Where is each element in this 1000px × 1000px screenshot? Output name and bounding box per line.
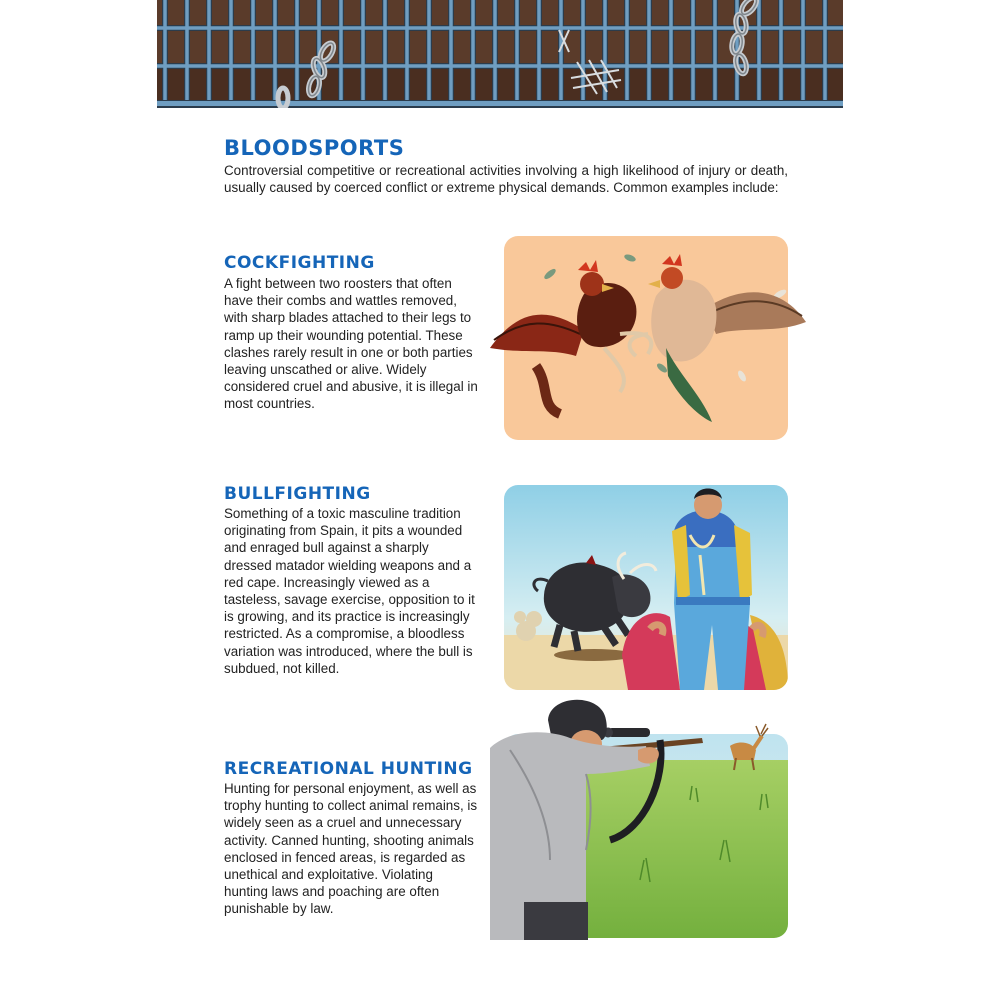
hunting-text: Hunting for personal enjoyment, as well as trophy hunting to collect animal remains, is widely seen as a cruel and unnecessary activity. Canned hunting, shooting animals enclosed in fenced areas, is regarded as unethical and exploitative. Violating hunting laws and poaching are often punishable by law.	[224, 781, 478, 917]
bullfight-illustration	[504, 485, 788, 690]
cockfighting-heading: COCKFIGHTING	[224, 253, 375, 273]
bullfighting-text: Something of a toxic masculine tradition originating from Spain, it pits a wounded and enraged bull against a sharply dressed matador wielding weapons and a red cape. Increasingly viewed as a tasteless, savage exercise, opposition to it is growing, and its practice is increasingly restricted. As a compromise, a bloodless variation was introduced, where the bull is subdued, not killed.	[224, 506, 475, 676]
intro-text: Controversial competitive or recreational activities involving a high likelihood of injury or death, usually caused by coerced conflict or extreme physical demands. Common examples include:	[224, 163, 788, 196]
cockfighting-text: A fight between two roosters that often have their combs and wattles removed, with sharp blades attached to their legs to ramp up their wounding potential. These clashes rarely result in one or both parties leaving unscathed or alive. Widely considered cruel and abusive, it is illegal in most countries.	[224, 276, 478, 412]
hunting-heading: RECREATIONAL HUNTING	[224, 759, 473, 779]
cage-illustration	[157, 0, 843, 108]
bullfighting-heading: BULLFIGHTING	[224, 484, 371, 504]
page-title: BLOODSPORTS	[224, 136, 405, 160]
cockfight-illustration	[480, 236, 816, 442]
hunting-illustration	[490, 690, 790, 940]
